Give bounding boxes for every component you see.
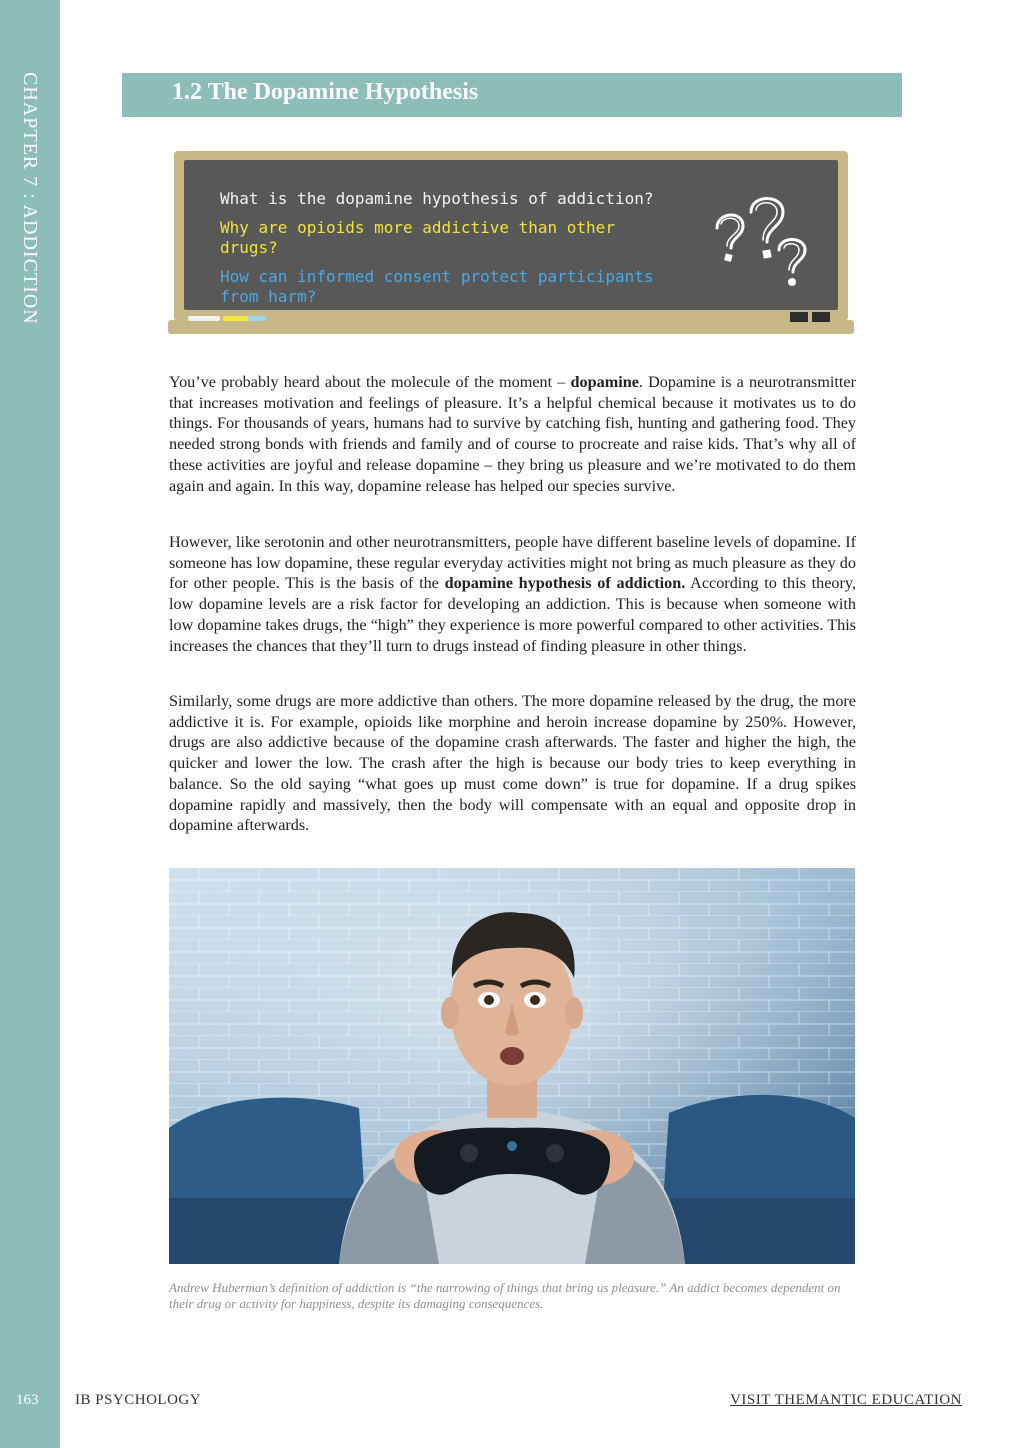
section-title: 1.2 The Dopamine Hypothesis — [172, 79, 479, 105]
chalkboard — [174, 151, 848, 321]
chalkboard-ledge — [168, 320, 854, 334]
gamer-photo-illustration — [169, 868, 855, 1264]
figure-caption: Andrew Huberman’s definition of addiction is “the narrowing of things that bring us pleasure.” An addict becomes dependent on their drug or activity for happiness, despite its damaging consequences. — [169, 1280, 841, 1311]
text-run: You’ve probably heard about the molecule of the moment – — [169, 373, 571, 391]
text-run: However, like serotonin and other neurotransmitters, people have different baseline levels of dopamine. If someone has low dopamine, these regular everyday activities might not bring as much pleasure as they do for other people. This is the basis of the — [169, 533, 856, 593]
text-run: . Dopamine is a neurotransmitter that increases motivation and feelings of pleasure. It’s a helpful chemical because it motivates us to do things. For thousands of years, humans had to survive by catching fish, hunting and gathering food. They needed strong bonds with friends and family and of course to procreate and raise kids. That’s why all of these activities are joyful and release dopamine – they bring us pleasure and we’re motivated to do them again and again. In this way, dopamine release has helped our species survive. — [169, 373, 856, 495]
body-paragraph-2 — [169, 532, 856, 656]
chapter-sidebar — [0, 0, 60, 1448]
gamer-photo — [169, 868, 855, 1264]
text-run: According to this theory, low dopamine levels are a risk factor for developing an addiction. This is because when someone with low dopamine takes drugs, the “high” they experience is more powerful compared to other activities. This increases the chances that they’ll turn to drugs instead of finding pleasure in other things. — [169, 574, 856, 655]
body-paragraph-3: Similarly, some drugs are more addictive than others. The more dopamine released by the drug, the more addictive it is. For example, opioids like morphine and heroin increase dopamine by 250%. However, drugs are also addictive because of the dopamine crash afterwards. The faster and higher the high, the quicker and lower the low. The crash after the high is because our body tries to keep everything in balance. So the old saying “what goes up must come down” is true for dopamine. If a drug spikes dopamine rapidly and massively, then the body will compensate with an equal and opposite drop in dopamine afterwards. — [169, 692, 856, 835]
chalk-blue — [248, 316, 266, 321]
guiding-question-1: What is the dopamine hypothesis of addiction? — [220, 189, 654, 208]
bold-term: dopamine — [570, 373, 639, 391]
chalk-white — [188, 316, 220, 321]
bold-term: dopamine hypothesis of addiction. — [444, 574, 686, 593]
body-paragraph-1 — [169, 372, 856, 496]
footer-book-title: IB PSYCHOLOGY — [75, 1392, 202, 1408]
chalkboard-surface — [184, 160, 838, 310]
guiding-question-2: Why are opioids more addictive than other drugs? — [220, 218, 615, 257]
eraser — [790, 312, 808, 322]
chapter-label: CHAPTER 7 : ADDICTION — [19, 72, 41, 325]
question-marks-icon — [709, 190, 819, 300]
section-title-bar — [122, 73, 902, 117]
footer-link[interactable]: VISIT THEMANTIC EDUCATION — [730, 1392, 962, 1408]
eraser — [812, 312, 830, 322]
page-number: 163 — [16, 1392, 39, 1408]
guiding-question-3: How can informed consent protect participants from harm? — [220, 267, 654, 306]
